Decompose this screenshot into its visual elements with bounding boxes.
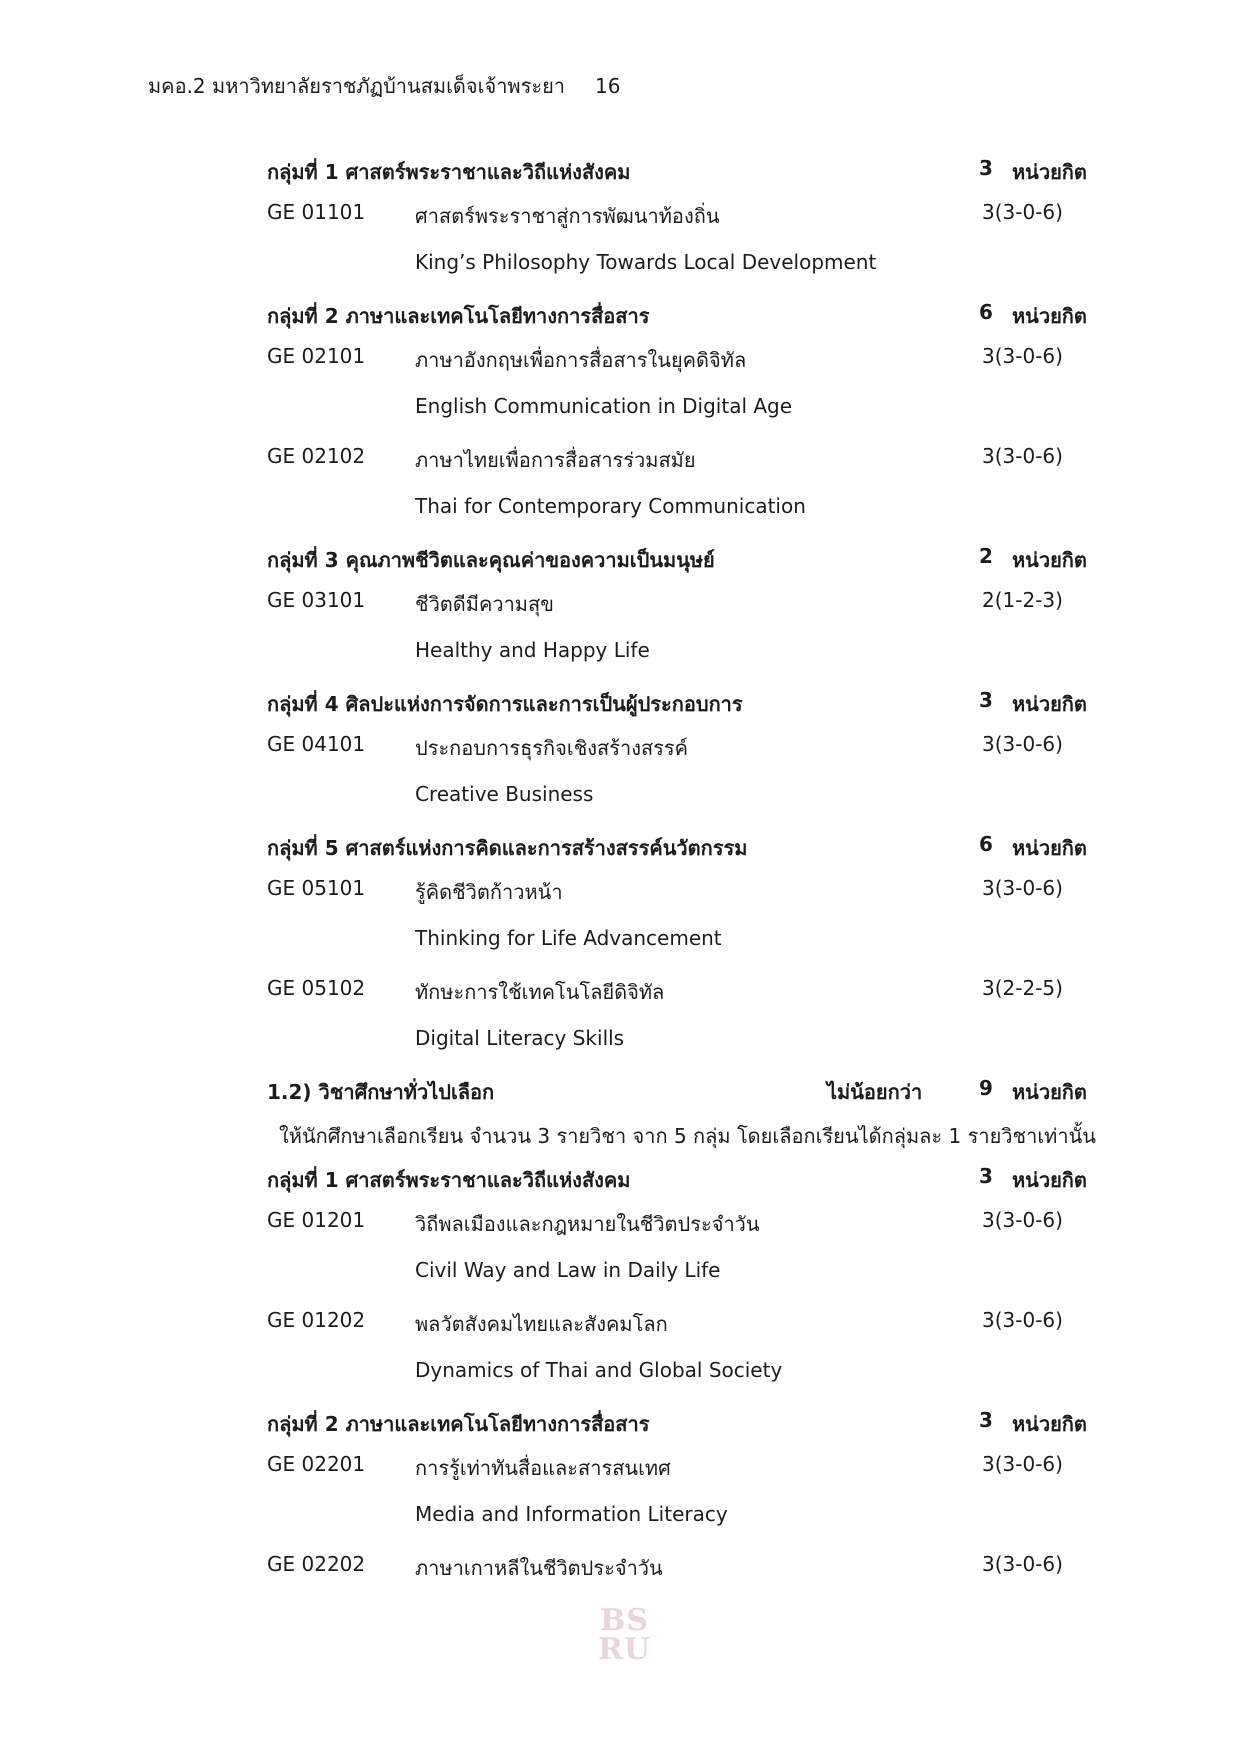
course-credit: 3(3-0-6) [982, 1552, 1063, 1576]
group-heading [267, 1408, 1147, 1452]
group-credit-unit: หน่วยกิต [1012, 692, 1087, 716]
group-name: กลุ่มที่ 4 ศิลปะแห่งการจัดการและการเป็นผู้ประกอบการ [267, 692, 743, 716]
group-name: กลุ่มที่ 2 ภาษาและเทคโนโลยีทางการสื่อสาร [267, 304, 650, 328]
course-row [267, 1208, 1147, 1258]
group-heading [267, 156, 1147, 200]
course-title-english: Dynamics of Thai and Global Society [415, 1358, 783, 1382]
group-credit-unit: หน่วยกิต [1012, 160, 1087, 184]
course-title-english-row [267, 926, 1147, 976]
course-title-english: English Communication in Digital Age [415, 394, 793, 418]
course-credit: 3(3-0-6) [982, 344, 1063, 368]
section-credit-unit: หน่วยกิต [1012, 1080, 1087, 1104]
course-title-thai: ทักษะการใช้เทคโนโลยีดิจิทัล [415, 980, 665, 1004]
course-code: GE 01202 [267, 1308, 366, 1332]
group-credit-count: 3 [979, 156, 993, 180]
course-title-thai: พลวัตสังคมไทยและสังคมโลก [415, 1312, 668, 1336]
course-title-thai: ภาษาเกาหลีในชีวิตประจำวัน [415, 1556, 663, 1580]
course-code: GE 04101 [267, 732, 366, 756]
course-title-english: Healthy and Happy Life [415, 638, 650, 662]
course-code: GE 02201 [267, 1452, 366, 1476]
course-row [267, 1452, 1147, 1502]
course-credit: 3(2-2-5) [982, 976, 1063, 1000]
course-title-english: King’s Philosophy Towards Local Development [415, 250, 877, 274]
course-row [267, 732, 1147, 782]
course-row [267, 200, 1147, 250]
course-credit: 2(1-2-3) [982, 588, 1063, 612]
course-code: GE 03101 [267, 588, 366, 612]
course-title-english-row [267, 494, 1147, 544]
course-credit: 3(3-0-6) [982, 1308, 1063, 1332]
course-title-thai: รู้คิดชีวิตก้าวหน้า [415, 880, 563, 904]
course-title-english-row [267, 250, 1147, 300]
course-credit: 3(3-0-6) [982, 1208, 1063, 1232]
bsru-logo-watermark [598, 1603, 652, 1667]
group-credit-count: 6 [979, 832, 993, 856]
course-title-english: Thai for Contemporary Communication [415, 494, 806, 518]
group-heading [267, 1164, 1147, 1208]
group-credit-unit: หน่วยกิต [1012, 1412, 1087, 1436]
group-heading [267, 832, 1147, 876]
group-credit-count: 6 [979, 300, 993, 324]
course-title-english: Civil Way and Law in Daily Life [415, 1258, 721, 1282]
group-credit-count: 3 [979, 1164, 993, 1188]
group-credit-count: 3 [979, 1408, 993, 1432]
group-credit-count: 3 [979, 688, 993, 712]
page-number: 16 [595, 74, 621, 98]
course-credit: 3(3-0-6) [982, 1452, 1063, 1476]
group-heading [267, 300, 1147, 344]
course-code: GE 02102 [267, 444, 366, 468]
course-credit: 3(3-0-6) [982, 444, 1063, 468]
course-title-thai: ภาษาอังกฤษเพื่อการสื่อสารในยุคดิจิทัล [415, 348, 747, 372]
course-row [267, 588, 1147, 638]
course-code: GE 05101 [267, 876, 366, 900]
logo-line-1: BS [600, 1603, 650, 1638]
course-title-thai: การรู้เท่าทันสื่อและสารสนเทศ [415, 1456, 671, 1480]
group-name: กลุ่มที่ 1 ศาสตร์พระราชาและวิถีแห่งสังคม [267, 1168, 631, 1192]
logo-line-2: RU [598, 1632, 652, 1667]
course-title-thai: ศาสตร์พระราชาสู่การพัฒนาท้องถิ่น [415, 204, 720, 228]
course-row [267, 344, 1147, 394]
course-title-thai: ประกอบการธุรกิจเชิงสร้างสรรค์ [415, 736, 689, 760]
group-heading [267, 544, 1147, 588]
group-name: กลุ่มที่ 1 ศาสตร์พระราชาและวิถีแห่งสังคม [267, 160, 631, 184]
course-title-english-row [267, 638, 1147, 688]
course-title-english: Media and Information Literacy [415, 1502, 728, 1526]
course-title-english: Creative Business [415, 782, 594, 806]
course-title-english-row [267, 1258, 1147, 1308]
course-list [267, 156, 1147, 1602]
section-credit-count: 9 [979, 1076, 993, 1100]
course-credit: 3(3-0-6) [982, 200, 1063, 224]
group-credit-count: 2 [979, 544, 993, 568]
course-code: GE 05102 [267, 976, 366, 1000]
course-credit: 3(3-0-6) [982, 876, 1063, 900]
course-code: GE 01101 [267, 200, 366, 224]
section-note [267, 1120, 1147, 1164]
course-title-english-row [267, 782, 1147, 832]
group-credit-unit: หน่วยกิต [1012, 304, 1087, 328]
course-title-english: Digital Literacy Skills [415, 1026, 625, 1050]
group-name: กลุ่มที่ 5 ศาสตร์แห่งการคิดและการสร้างสรรค์นวัตกรรม [267, 836, 748, 860]
course-title-english-row [267, 1026, 1147, 1076]
course-code: GE 02101 [267, 344, 366, 368]
course-title-english: Thinking for Life Advancement [415, 926, 722, 950]
course-title-thai: ภาษาไทยเพื่อการสื่อสารร่วมสมัย [415, 448, 696, 472]
header-text: มคอ.2 มหาวิทยาลัยราชภัฏบ้านสมเด็จเจ้าพระยา [148, 74, 566, 98]
group-heading [267, 688, 1147, 732]
section-heading [267, 1076, 1147, 1120]
course-credit: 3(3-0-6) [982, 732, 1063, 756]
course-row [267, 876, 1147, 926]
course-title-english-row [267, 394, 1147, 444]
group-credit-unit: หน่วยกิต [1012, 836, 1087, 860]
group-credit-unit: หน่วยกิต [1012, 1168, 1087, 1192]
course-row [267, 976, 1147, 1026]
group-name: กลุ่มที่ 2 ภาษาและเทคโนโลยีทางการสื่อสาร [267, 1412, 650, 1436]
course-row [267, 444, 1147, 494]
page-header [148, 70, 621, 102]
course-code: GE 02202 [267, 1552, 366, 1576]
course-title-thai: ชีวิตดีมีความสุข [415, 592, 554, 616]
section-note-text: ให้นักศึกษาเลือกเรียน จำนวน 3 รายวิชา จาก 5 กลุ่ม โดยเลือกเรียนได้กลุ่มละ 1 รายวิชาเท่านั้น [279, 1124, 1096, 1148]
group-name: กลุ่มที่ 3 คุณภาพชีวิตและคุณค่าของความเป็นมนุษย์ [267, 548, 715, 572]
section-name: 1.2) วิชาศึกษาทั่วไปเลือก [267, 1080, 495, 1104]
course-code: GE 01201 [267, 1208, 366, 1232]
course-title-english-row [267, 1358, 1147, 1408]
course-row [267, 1552, 1147, 1602]
section-minimum-label: ไม่น้อยกว่า [827, 1080, 923, 1104]
course-title-thai: วิถีพลเมืองและกฎหมายในชีวิตประจำวัน [415, 1212, 760, 1236]
group-credit-unit: หน่วยกิต [1012, 548, 1087, 572]
course-title-english-row [267, 1502, 1147, 1552]
course-row [267, 1308, 1147, 1358]
